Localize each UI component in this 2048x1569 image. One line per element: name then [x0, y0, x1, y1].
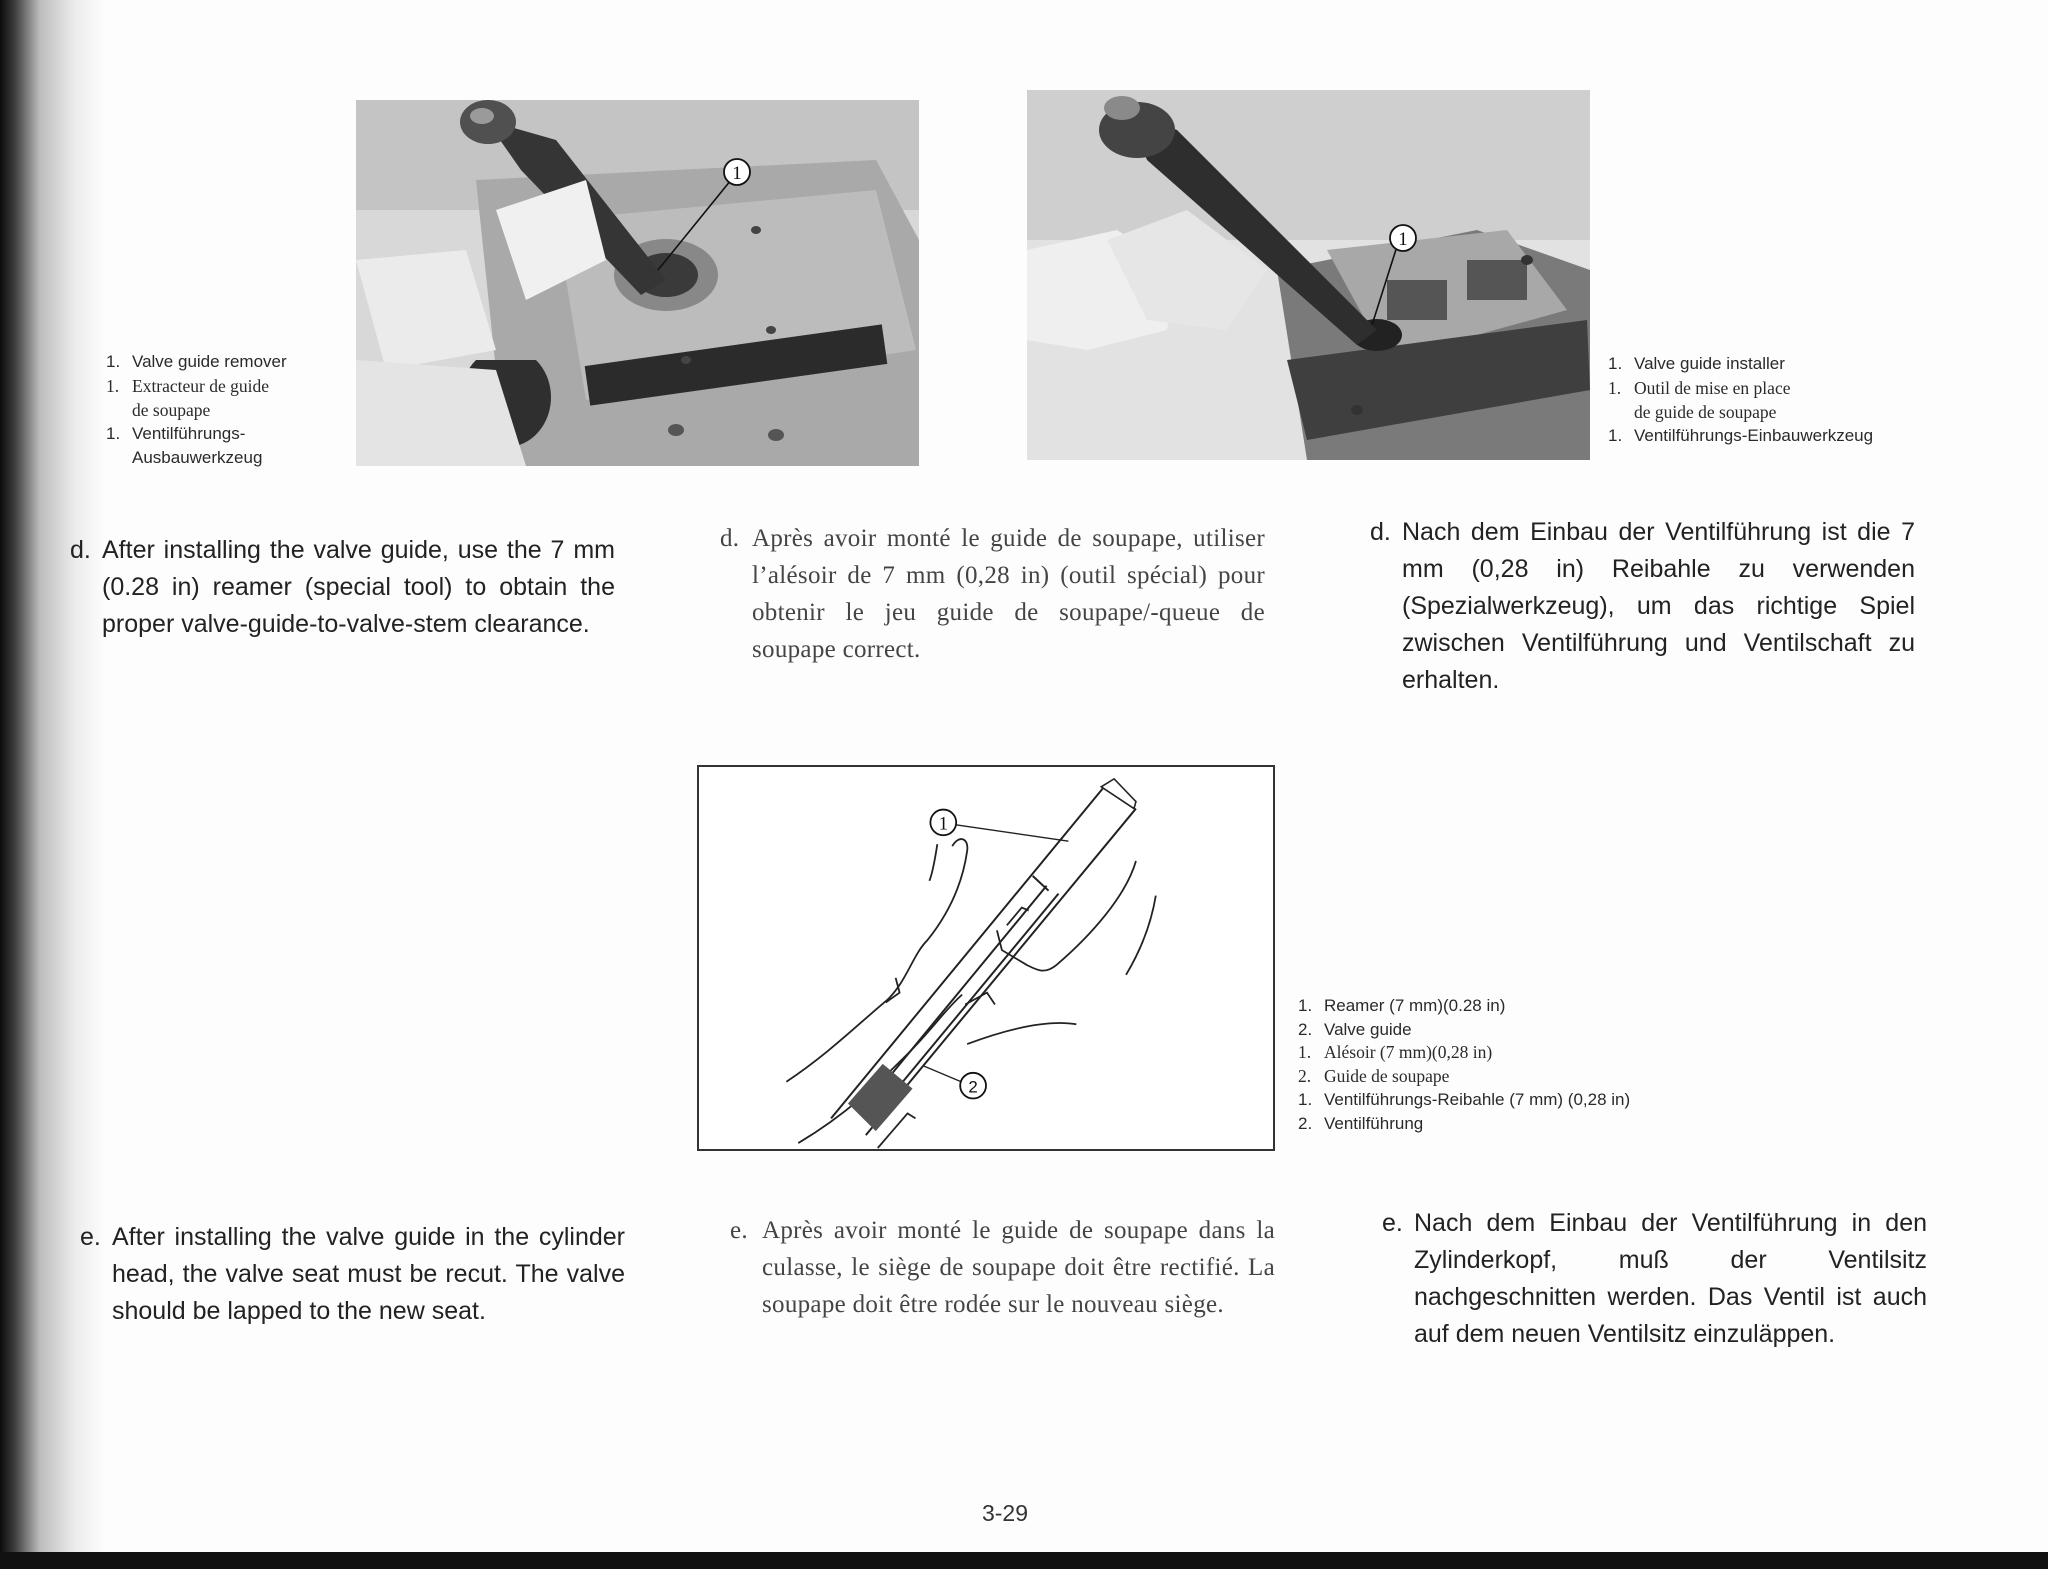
caption-en: Valve guide remover — [132, 352, 287, 371]
legend-number: 1. — [1298, 1042, 1312, 1062]
step-d-en-text: After installing the valve guide, use the 7 mm (0.28 in) reamer (special tool) to obtain the proper valve-guide-to-valve-stem clearance. — [102, 536, 615, 638]
step-d-fr-text: Après avoir monté le guide de soupape, utiliser l’alésoir de 7 mm (0,28 in) (outil spécial) pour obtenir le jeu guide de soupape/-queue de soupape correct. — [752, 525, 1265, 663]
caption-number: 1. — [1608, 354, 1623, 373]
legend-number: 1. — [1298, 1090, 1313, 1109]
photo2-callout: 1 — [1398, 229, 1408, 250]
photo1-caption — [106, 350, 287, 470]
legend-number: 1. — [1298, 996, 1313, 1015]
caption-fr: Extracteur de guide — [132, 376, 270, 396]
caption-de: Ventilführungs- — [132, 424, 246, 443]
caption-fr-cont: de guide de soupape — [1634, 402, 1777, 422]
photo1-callout: 1 — [732, 163, 742, 184]
caption-number: 1. — [106, 376, 120, 396]
step-d-english — [70, 532, 615, 643]
step-e-french — [730, 1212, 1275, 1323]
caption-number: 1. — [1608, 378, 1622, 398]
diagram-legend — [1298, 994, 1630, 1135]
step-e-english — [80, 1219, 625, 1330]
step-letter: d. — [720, 525, 740, 552]
page-bottom-edge — [0, 1552, 2048, 1569]
legend-valve-guide-fr: Guide de soupape — [1324, 1065, 1450, 1086]
caption-de: Ventilführungs-Einbauwerkzeug — [1634, 426, 1874, 445]
valve-guide-installer-photo — [1027, 90, 1590, 460]
caption-fr: Outil de mise en place — [1634, 378, 1791, 398]
caption-de-cont: Ausbauwerkzeug — [132, 448, 263, 467]
step-letter: e. — [1382, 1209, 1403, 1237]
valve-guide-remover-photo — [356, 100, 919, 466]
legend-valve-guide-en: Valve guide — [1324, 1019, 1412, 1039]
legend-number: 2. — [1298, 1113, 1313, 1133]
step-letter: e. — [730, 1217, 748, 1244]
caption-en: Valve guide installer — [1634, 354, 1785, 373]
step-letter: e. — [80, 1223, 101, 1251]
step-e-de-text: Nach dem Einbau der Ventilführung in den Zylinderkopf, muß der Ventilsitz nachgeschnitten werden. Das Ventil ist auch auf dem neuen Ventilsitz einzuläppen. — [1414, 1209, 1927, 1348]
legend-reamer-de: Ventilführungs-Reibahle (7 mm) (0,28 in) — [1324, 1090, 1631, 1109]
step-e-fr-text: Après avoir monté le guide de soupape dans la culasse, le siège de soupape doit être rectifié. La soupape doit être rodée sur le nouveau siège. — [762, 1217, 1275, 1318]
valve-guide-callout: 2 — [968, 1077, 978, 1097]
step-e-german — [1382, 1205, 1927, 1353]
legend-number: 2. — [1298, 1019, 1313, 1039]
legend-reamer-en: Reamer (7 mm)(0.28 in) — [1324, 996, 1506, 1015]
caption-number: 1. — [106, 424, 121, 443]
reamer-diagram — [697, 765, 1275, 1151]
page-number: 3-29 — [981, 1500, 1029, 1526]
step-letter: d. — [70, 536, 91, 564]
step-d-german — [1370, 514, 1915, 699]
step-e-en-text: After installing the valve guide in the cylinder head, the valve seat must be recut. The valve should be lapped to the new seat. — [112, 1223, 625, 1325]
legend-reamer-fr: Alésoir (7 mm)(0,28 in) — [1324, 1042, 1493, 1062]
caption-number: 1. — [106, 352, 121, 371]
legend-number: 2. — [1298, 1065, 1312, 1086]
reamer-callout: 1 — [938, 813, 949, 835]
caption-number: 1. — [1608, 426, 1623, 445]
step-d-french — [720, 520, 1265, 668]
step-letter: d. — [1370, 518, 1391, 546]
photo2-caption — [1608, 352, 1873, 448]
binding-gutter-shadow — [0, 0, 105, 1569]
legend-valve-guide-de: Ventilführung — [1324, 1113, 1424, 1133]
step-d-de-text: Nach dem Einbau der Ventilführung ist die 7 mm (0,28 in) Reibahle zu verwenden (Spezialwerkzeug), um das richtige Spiel zwischen Ventilführung und Ventilschaft zu erhalten. — [1402, 518, 1915, 694]
caption-fr-cont: de soupape — [132, 400, 211, 420]
